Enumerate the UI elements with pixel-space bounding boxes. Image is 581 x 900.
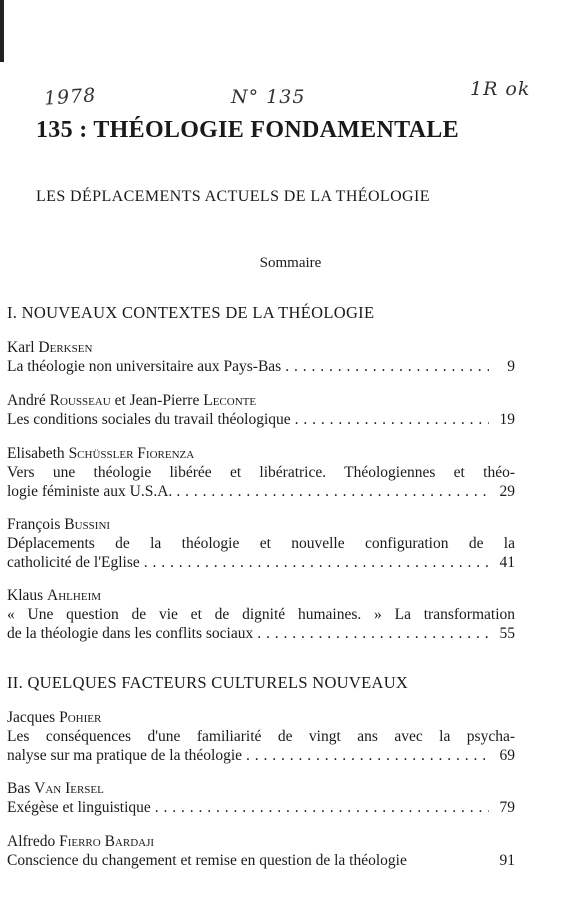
toc-entry <box>7 586 515 643</box>
entry-title-line: « Une question de vie et de dignité humaines. » La transformation <box>7 606 515 623</box>
dot-leader <box>176 482 489 501</box>
dot-leader <box>246 746 489 765</box>
toc-entry <box>7 708 515 765</box>
entry-title-line: nalyse sur ma pratique de la théologie . . . 69 <box>7 746 515 765</box>
entry-author: Elisabeth Schüssler Fiorenza <box>7 445 195 462</box>
page-number: 55 <box>499 625 515 642</box>
entry-author: Karl Derksen <box>7 339 93 356</box>
toc-entry <box>7 832 515 870</box>
page-number: 79 <box>499 799 515 816</box>
toc-entry <box>7 338 515 376</box>
toc-entry <box>7 444 515 501</box>
issue-title: 135 : THÉOLOGIE FONDAMENTALE <box>36 117 459 143</box>
dot-leader <box>285 357 489 376</box>
entry-title-line: Exégèse et linguistique . . . 79 <box>7 798 515 817</box>
sommaire-heading: Sommaire <box>259 255 322 271</box>
dot-leader <box>144 553 489 572</box>
toc-entry <box>7 515 515 572</box>
handwritten-number: N° 135 <box>231 86 306 108</box>
page-number: 69 <box>499 747 515 764</box>
entry-title-line: Déplacements de la théologie et nouvelle configuration de la <box>7 535 515 552</box>
page-number: 29 <box>499 483 515 500</box>
dot-leader <box>295 410 489 429</box>
entry-title-line: Les conditions sociales du travail théologique . . . 19 <box>7 410 515 429</box>
entry-author: François Bussini <box>7 516 111 533</box>
entry-title-line: de la théologie dans les conflits sociaux . . . 55 <box>7 624 515 643</box>
page-number: 41 <box>499 554 515 571</box>
dot-leader <box>155 798 489 817</box>
handwritten-ref: 1R ok <box>470 78 531 100</box>
scan-edge-mark <box>0 0 4 62</box>
page-number: 91 <box>499 852 515 869</box>
entry-title-line: Les conséquences d'une familiarité de vingt ans avec la psycha- <box>7 728 515 745</box>
handwritten-year: 1978 <box>43 84 98 110</box>
entry-title-line: Conscience du changement et remise en question de la théologie 91 <box>7 852 515 869</box>
entry-author: Alfredo Fierro Bardaji <box>7 833 155 850</box>
toc-entry <box>7 391 515 429</box>
issue-subtitle: LES DÉPLACEMENTS ACTUELS DE LA THÉOLOGIE <box>36 188 430 205</box>
entry-author: Bas Van Iersel <box>7 780 104 797</box>
entry-author: Jacques Pohier <box>7 709 102 726</box>
page-number: 9 <box>507 358 515 375</box>
section-title: II. QUELQUES FACTEURS CULTURELS NOUVEAUX <box>7 673 409 692</box>
dot-leader <box>257 624 489 643</box>
section-title: I. NOUVEAUX CONTEXTES DE LA THÉOLOGIE <box>7 303 375 322</box>
entry-title-line: logie féministe aux U.S.A. . . . 29 <box>7 482 515 501</box>
entry-title-line: Vers une théologie libérée et libératrice. Théologiennes et théo- <box>7 464 515 481</box>
entry-author: André Rousseau et Jean-Pierre Leconte <box>7 392 257 409</box>
entry-title-line: La théologie non universitaire aux Pays-Bas . . . 9 <box>7 357 515 376</box>
page-number: 19 <box>499 411 515 428</box>
entry-author: Klaus Ahlheim <box>7 587 102 604</box>
entry-title-line: catholicité de l'Eglise . . . 41 <box>7 553 515 572</box>
toc-entry <box>7 779 515 817</box>
